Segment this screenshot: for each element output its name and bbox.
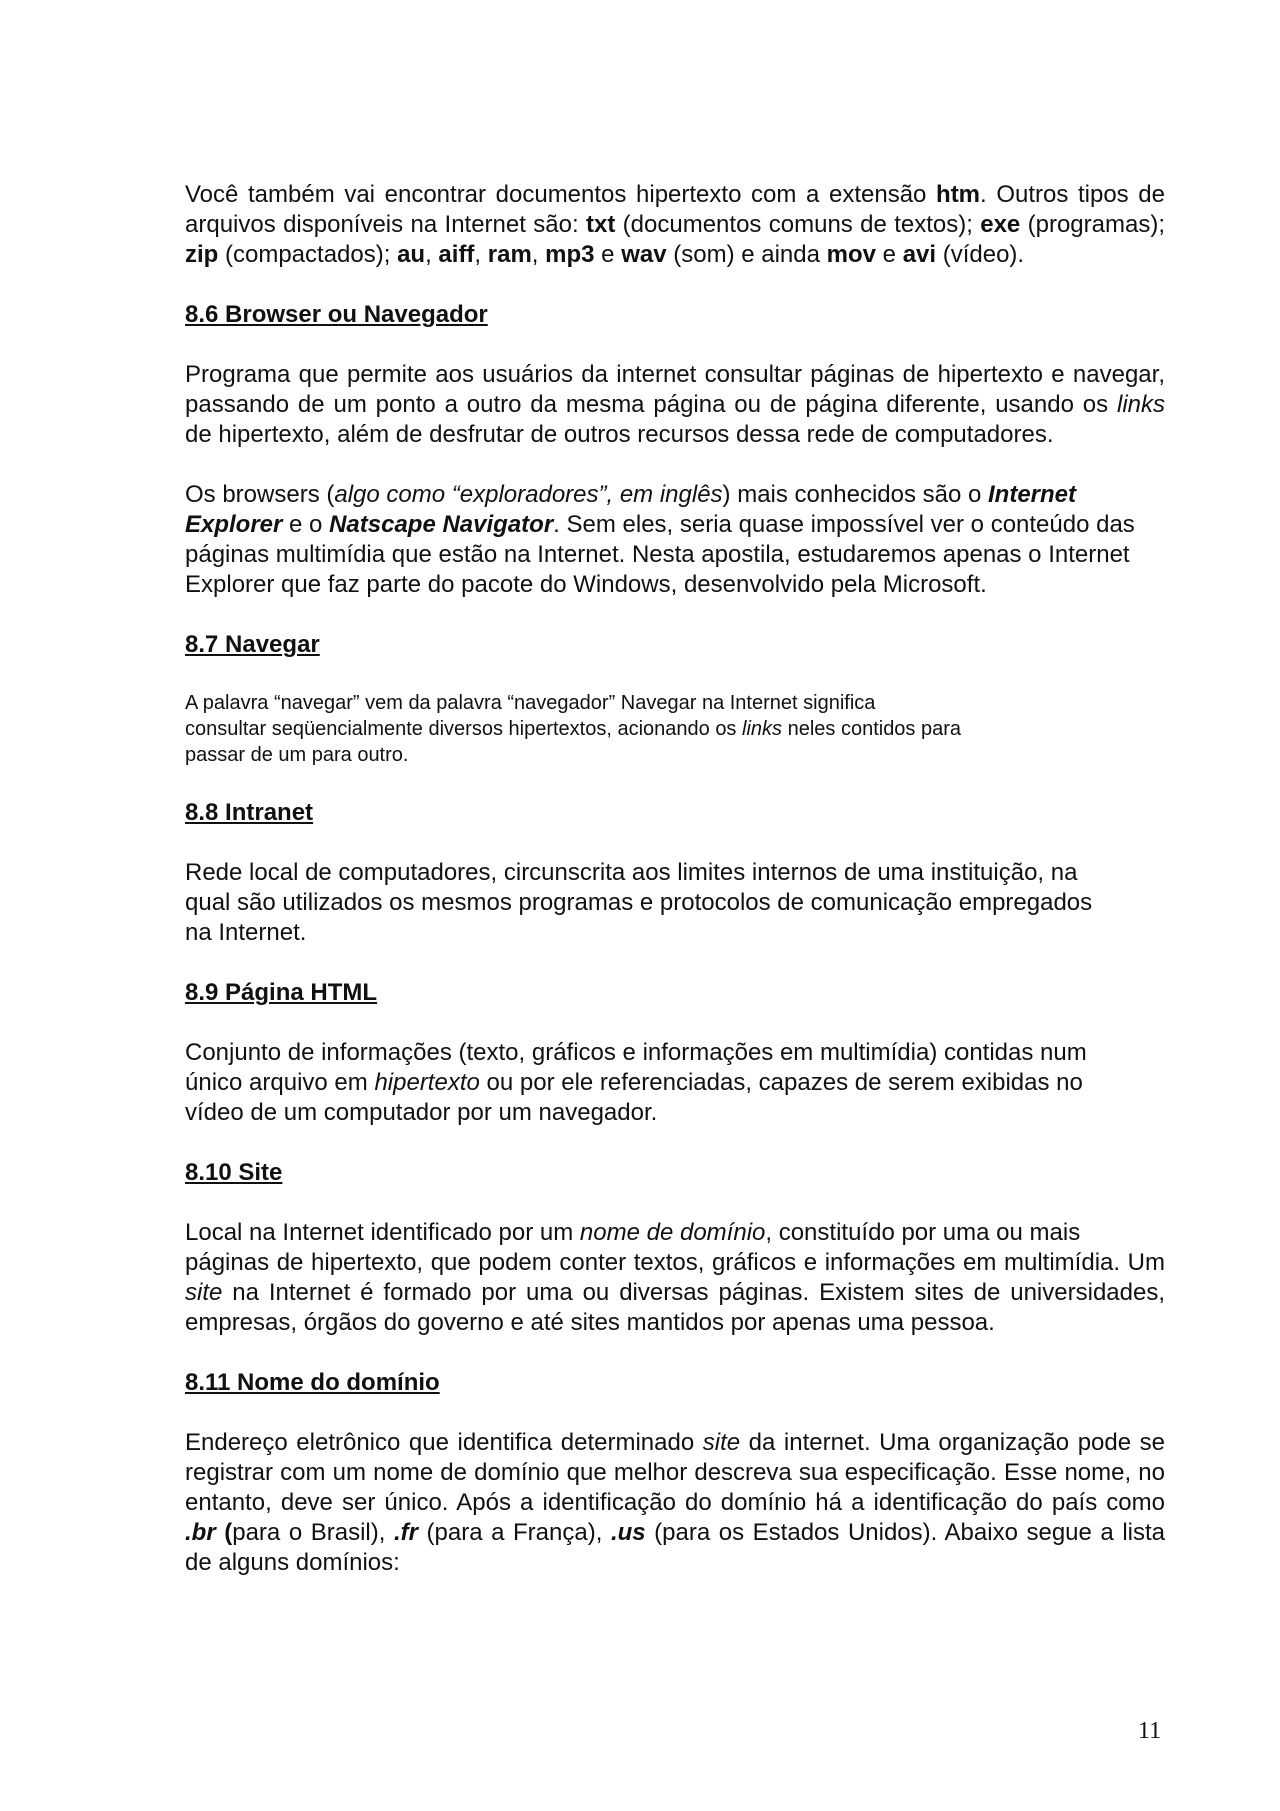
text: consultar seqüencialmente diversos hipertextos, acionando os bbox=[185, 718, 742, 740]
ext-aiff: aiff bbox=[438, 241, 475, 268]
html-line-1: Conjunto de informações (texto, gráficos e informações em multimídia) contidas num bbox=[185, 1039, 1087, 1066]
text: e bbox=[876, 241, 903, 268]
navegar-line-1: A palavra “navegar” vem da palavra “navegador” Navegar na Internet significa bbox=[185, 692, 876, 714]
paragraph-intranet bbox=[185, 858, 1165, 948]
paragraph-navegar bbox=[185, 690, 1165, 768]
paragraph-file-types bbox=[185, 180, 1165, 270]
ext-htm: htm bbox=[936, 181, 981, 208]
text: (compactados); bbox=[218, 241, 398, 268]
domain-fr: .fr bbox=[393, 1519, 418, 1546]
site-line-1 bbox=[185, 1218, 1165, 1248]
ext-mp3: mp3 bbox=[545, 241, 595, 268]
paragraph-site bbox=[185, 1218, 1165, 1338]
intranet-line-3: na Internet. bbox=[185, 919, 307, 946]
domain-us: .us bbox=[610, 1519, 646, 1546]
page-number: 11 bbox=[1138, 1718, 1162, 1744]
heading-8-7: 8.7 Navegar bbox=[185, 631, 320, 658]
natscape-navigator-name: Natscape Navigator bbox=[329, 511, 554, 538]
italic-site: site bbox=[702, 1429, 741, 1456]
text: Programa que permite aos usuários da internet consultar páginas de hipertexto e navegar, passando de um ponto a outro da mesma página ou de página diferente, usando os bbox=[185, 361, 1165, 418]
heading-8-11: 8.11 Nome do domínio bbox=[185, 1369, 440, 1396]
italic-nome-de-dominio: nome de domínio bbox=[579, 1219, 766, 1246]
text: e o bbox=[282, 511, 330, 538]
text: . Sem eles, seria quase impossível ver o conteúdo das páginas multimídia que estão na Internet. Nesta apostila, estudaremos apenas o Internet Explorer que faz parte do pacote do Windows, desenvolvido pela Microsoft. bbox=[185, 511, 1135, 598]
text: páginas de hipertexto, que podem conter textos, gráficos e informações em multimídia. Um bbox=[185, 1249, 1165, 1276]
text: único arquivo em bbox=[185, 1069, 375, 1096]
text: (programas); bbox=[1020, 211, 1165, 238]
text: , constituído por uma ou mais bbox=[765, 1219, 1081, 1246]
document-page bbox=[185, 180, 1165, 1578]
text: ( bbox=[215, 1519, 233, 1546]
ext-wav: wav bbox=[621, 241, 667, 268]
ext-avi: avi bbox=[902, 241, 937, 268]
italic-site: site bbox=[185, 1279, 223, 1306]
text: e bbox=[594, 241, 622, 268]
ext-au: au bbox=[397, 241, 426, 268]
italic-links: links bbox=[742, 718, 783, 740]
text: para o Brasil), bbox=[232, 1519, 394, 1546]
heading-8-10: 8.10 Site bbox=[185, 1159, 283, 1186]
heading-8-9: 8.9 Página HTML bbox=[185, 979, 378, 1006]
text: . Outros tipos de arquivos disponíveis na Internet são: bbox=[185, 181, 1165, 238]
ext-zip: zip bbox=[185, 241, 219, 268]
text: , bbox=[531, 241, 546, 268]
text: (para os Estados Unidos). Abaixo segue a lista de alguns domínios: bbox=[185, 1519, 1166, 1576]
text: de hipertexto, além de desfrutar de outros recursos dessa rede de computadores. bbox=[185, 421, 1054, 448]
html-line-2 bbox=[185, 1068, 1165, 1098]
text: , bbox=[474, 241, 488, 268]
text: , bbox=[425, 241, 439, 268]
text: Local na Internet identificado por um bbox=[185, 1219, 580, 1246]
italic-hipertexto: hipertexto bbox=[374, 1069, 480, 1096]
text: Endereço eletrônico que identifica determinado bbox=[185, 1429, 703, 1456]
text: Os browsers ( bbox=[185, 481, 335, 508]
paragraph-pagina-html bbox=[185, 1038, 1165, 1128]
paragraph-nome-dominio bbox=[185, 1428, 1165, 1578]
text: ou por ele referenciadas, capazes de serem exibidas no bbox=[479, 1069, 1083, 1096]
intranet-line-2: qual são utilizados os mesmos programas e protocolos de comunicação empregados bbox=[185, 889, 1093, 916]
ext-mov: mov bbox=[826, 241, 876, 268]
italic-links: links bbox=[1116, 391, 1165, 418]
ext-exe: exe bbox=[980, 211, 1021, 238]
text: (documentos comuns de textos); bbox=[615, 211, 981, 238]
domain-br: .br bbox=[185, 1519, 216, 1546]
intranet-line-1: Rede local de computadores, circunscrita aos limites internos de uma instituição, na bbox=[185, 859, 1078, 886]
text: da internet. Uma organização pode se registrar com um nome de domínio que melhor descreva sua especificação. Esse nome, no entanto, deve ser único. Após a identificação do domínio há a identificação do país como bbox=[185, 1429, 1166, 1516]
site-rest bbox=[185, 1248, 1165, 1338]
html-line-3: vídeo de um computador por um navegador. bbox=[185, 1099, 658, 1126]
text: Você também vai encontrar documentos hipertexto com a extensão bbox=[185, 181, 937, 208]
text: ) mais conhecidos são o bbox=[722, 481, 989, 508]
text: na Internet é formado por uma ou diversas páginas. Existem sites de universidades, empresas, órgãos do governo e até sites mantidos por apenas uma pessoa. bbox=[185, 1279, 1165, 1336]
text: (som) e ainda bbox=[666, 241, 827, 268]
text: (para a França), bbox=[417, 1519, 611, 1546]
ext-ram: ram bbox=[487, 241, 532, 268]
heading-8-8: 8.8 Intranet bbox=[185, 799, 314, 826]
italic-note: algo como “exploradores”, em inglês bbox=[334, 481, 723, 508]
text: (vídeo). bbox=[936, 241, 1025, 268]
ext-txt: txt bbox=[585, 211, 616, 238]
paragraph-browser-definition bbox=[185, 360, 1165, 450]
heading-8-6: 8.6 Browser ou Navegador bbox=[185, 301, 488, 328]
navegar-line-3: passar de um para outro. bbox=[185, 744, 409, 766]
paragraph-browsers bbox=[185, 480, 1165, 600]
navegar-line-2 bbox=[185, 716, 1165, 742]
internet-explorer-name: Internet Explorer bbox=[185, 481, 1077, 538]
text: neles contidos para bbox=[782, 718, 962, 740]
